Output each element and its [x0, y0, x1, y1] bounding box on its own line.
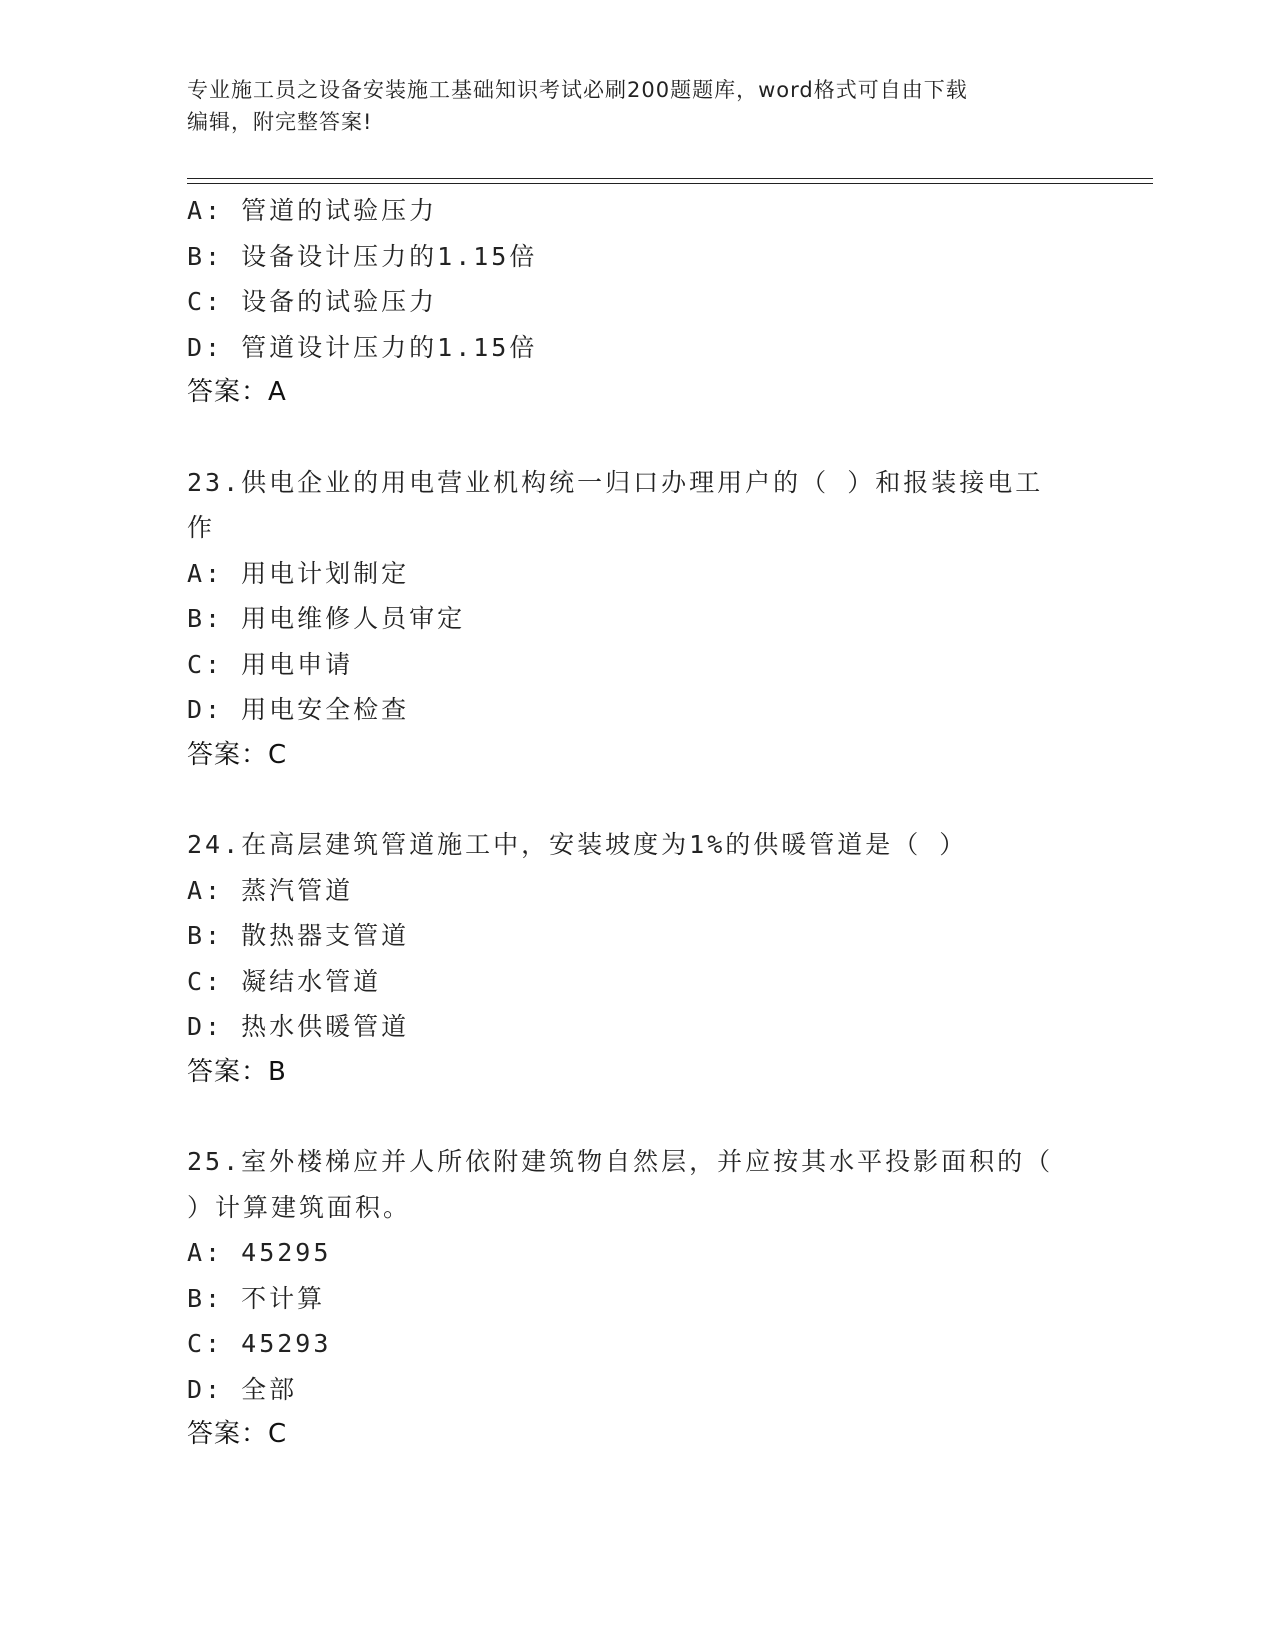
question-25	[187, 1139, 1087, 1458]
option-b: B: 不计算	[187, 1283, 326, 1313]
option-a: A: 用电计划制定	[187, 558, 410, 588]
question-text-line1: 24.在高层建筑管道施工中，安装坡度为1%的供暖管道是（ ）	[187, 830, 968, 859]
option-a: A: 蒸汽管道	[187, 875, 354, 905]
answer-label: 答案：C	[187, 1419, 288, 1449]
option-b: B: 设备设计压力的1.15倍	[187, 241, 538, 271]
question-text-line2: 作	[187, 513, 216, 542]
option-d: D: 管道设计压力的1.15倍	[187, 332, 538, 362]
header-divider-top	[187, 178, 1153, 179]
question-23	[187, 460, 1087, 779]
question-text-line1: 23.供电企业的用电营业机构统一归口办理用户的（ ）和报装接电工	[187, 467, 1044, 497]
header-title-line1: 专业施工员之设备安装施工基础知识考试必刷200题题库，word格式可自由下载	[187, 78, 968, 102]
option-d: D: 热水供暖管道	[187, 1012, 410, 1041]
question-text-line2: ）计算建筑面积。	[187, 1192, 412, 1222]
option-c: C: 用电申请	[187, 649, 354, 679]
question-24	[187, 822, 1087, 1095]
question-text-line1: 25.室外楼梯应并人所依附建筑物自然层，并应按其水平投影面积的（	[187, 1147, 1054, 1176]
answer-label: 答案：C	[187, 739, 288, 770]
spacer	[187, 1095, 1087, 1139]
answer-label: 答案：B	[187, 1056, 287, 1087]
question-22	[187, 188, 1087, 416]
header-divider-bottom	[187, 183, 1153, 184]
header-title-line2: 编辑，附完整答案!	[187, 110, 373, 134]
option-d: D: 用电安全检查	[187, 695, 410, 724]
spacer	[187, 416, 1087, 460]
option-c: C: 凝结水管道	[187, 966, 382, 996]
option-a: A: 45295	[187, 1238, 332, 1267]
option-b: B: 散热器支管道	[187, 921, 410, 950]
option-d: D: 全部	[187, 1374, 298, 1404]
answer-label: 答案：A	[187, 377, 287, 407]
option-c: C: 45293	[187, 1329, 332, 1358]
spacer	[187, 778, 1087, 822]
option-c: C: 设备的试验压力	[187, 287, 438, 316]
question-list	[187, 188, 1087, 1458]
option-a: A: 管道的试验压力	[187, 196, 438, 225]
document-header	[187, 74, 1067, 138]
option-b: B: 用电维修人员审定	[187, 604, 466, 633]
